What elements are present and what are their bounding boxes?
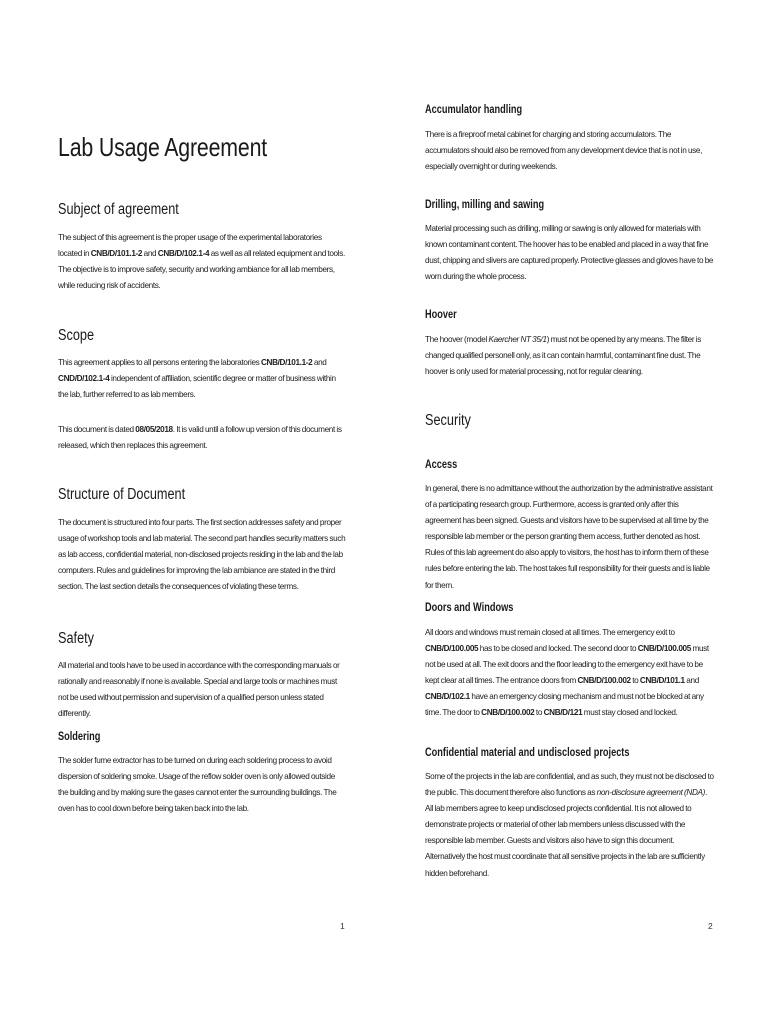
page-number-2: 2 <box>708 921 713 931</box>
access-paragraph: In general, there is no admittance without the authorization by the administrative assistant of a participating research group. Furthermore, access is granted only after this agreement has been signed. Guests and visitors have to be supervised at all time by the responsible lab member or the person granting them access, further denoted as host. Rules of this lab agreement do also apply to visitors, the host has to inform them of these rules before entering the lab. The host takes full responsibility for their guests and is liable for them. <box>425 484 713 590</box>
safety-paragraph: All material and tools have to be used in accordance with the corresponding manuals or rationally and reasonably if none is available. Special and large tools or machines must not be used without permission and supervision of a qualified person unless stated differently. <box>58 661 340 719</box>
page-number-1: 1 <box>340 921 345 931</box>
subsection-heading-access: Access <box>425 459 458 471</box>
subsection-heading-soldering: Soldering <box>58 731 101 743</box>
subject-paragraph: The subject of this agreement is the proper usage of the experimental laboratories located in CNB/D/101.1-2 and CNB/D/102.1-4 as well as all related equipment and tools. The objective is to improve safety, security and working ambiance for all lab members, while reducing risk of accidents. <box>58 233 345 291</box>
section-heading-subject: Subject of agreement <box>58 201 179 218</box>
drilling-paragraph: Material processing such as drilling, milling or sawing is only allowed for materials with known contaminant content. The hoover has to be enabled and placed in a way that fine dust, chipping and slivers are captured properly. Protective glasses and gloves have to be worn during the whole process. <box>425 224 714 282</box>
subsection-heading-drilling: Drilling, milling and sawing <box>425 199 545 211</box>
subsection-heading-accumulator: Accumulator handling <box>425 104 523 116</box>
section-heading-security: Security <box>425 412 471 429</box>
document-title: Lab Usage Agreement <box>58 132 268 162</box>
structure-paragraph: The document is structured into four parts. The first section addresses safety and proper usage of workshop tools and lab material. The second part handles security matters such as lab access, confidential material, non-disclosed projects residing in the lab and the lab computers. Rules and guidelines for improving the lab ambiance are stated in the third section. The last section details the consequences of violating these terms. <box>58 518 346 592</box>
scope-paragraph-1: This agreement applies to all persons entering the laboratories CNB/D/101.1-2 and CND/D/102.1-4 independent of affiliation, scientific degree or matter of business within the lab, further referred to as lab members. <box>58 358 336 400</box>
subsection-heading-doors: Doors and Windows <box>425 602 514 614</box>
doors-paragraph: All doors and windows must remain closed at all times. The emergency exit to CNB/D/100.005 has to be closed and locked. The second door to CNB/D/100.005 must not be used at all. The exit doors and the floor leading to the emergency exit have to be kept clear at all times. The entrance doors from CNB/D/100.002 to CNB/D/101.1 and CNB/D/102.1 have an emergency closing mechanism and must not be blocked at any time. The door to CNB/D/100.002 to CNB/D/121 must stay closed and locked. <box>425 628 709 718</box>
hoover-paragraph: The hoover (model Kaercher NT 35/1) must not be opened by any means. The filter is changed qualified personell only, as it can contain harmful, contaminant fine dust. The hoover is only used for material processing, not for regular cleaning. <box>425 335 701 377</box>
section-heading-safety: Safety <box>58 630 95 647</box>
subsection-heading-hoover: Hoover <box>425 309 457 321</box>
confidential-paragraph: Some of the projects in the lab are confidential, and as such, they must not be disclosed to the public. This document therefore also functions as non-disclosure agreement (NDA). All lab members agree to keep undisclosed projects confidential. It is not allowed to demonstrate projects or material of other lab members unless discussed with the responsible lab member. Guests and visitors also have to sign this document. Alternatively the host must coordinate that all sensitive projects in the lab are sufficiently hidden beforehand. <box>425 772 714 878</box>
soldering-paragraph: The solder fume extractor has to be turned on during each soldering process to avoid dispersion of soldering smoke. Usage of the reflow solder oven is only allowed outside the building and by making sure the gases cannot enter the surrounding buildings. The oven has to cool down before being taken back into the lab. <box>58 756 337 814</box>
subsection-heading-confidential: Confidential material and undisclosed projects <box>425 747 630 759</box>
scope-paragraph-2: This document is dated 08/05/2018. It is valid until a follow up version of this document is released, which then replaces this agreement. <box>58 425 342 451</box>
section-heading-scope: Scope <box>58 327 95 344</box>
section-heading-structure: Structure of Document <box>58 486 186 503</box>
accumulator-paragraph: There is a fireproof metal cabinet for charging and storing accumulators. The accumulators should also be removed from any development device that is not in use, especially overnight or during weekends. <box>425 130 703 172</box>
